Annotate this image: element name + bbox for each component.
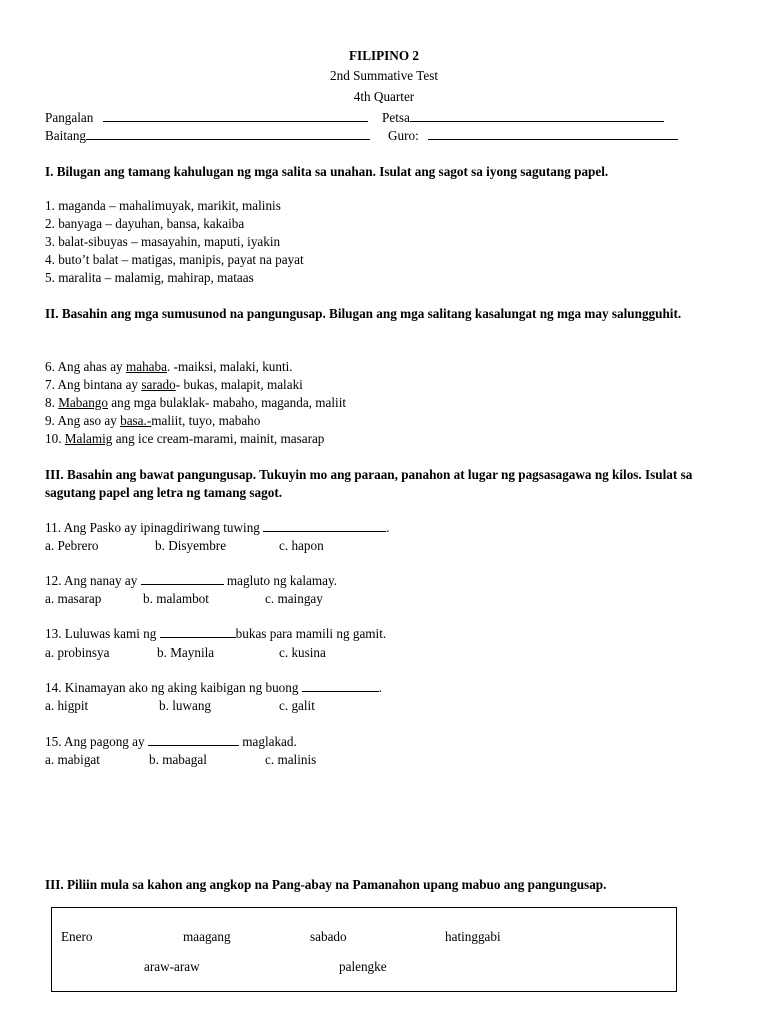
underlined-word: sarado bbox=[141, 377, 176, 392]
underlined-word: basa.- bbox=[120, 413, 152, 428]
teacher-blank[interactable] bbox=[428, 127, 678, 140]
subject-title: FILIPINO 2 bbox=[349, 48, 419, 63]
word-box-item: maagang bbox=[183, 929, 231, 944]
name-field bbox=[45, 109, 368, 127]
date-label: Petsa bbox=[382, 110, 410, 125]
question-15: 15. Ang pagong ay maglakad. bbox=[45, 734, 297, 749]
choice-a[interactable]: a. Pebrero bbox=[45, 538, 99, 553]
list-item: 10. Malamig ang ice cream-marami, mainit, masarap bbox=[45, 431, 325, 446]
question-14: 14. Kinamayan ako ng aking kaibigan ng buong . bbox=[45, 680, 383, 695]
choice-a[interactable]: a. probinsya bbox=[45, 645, 110, 660]
answer-blank[interactable] bbox=[263, 519, 386, 532]
list-item: 6. Ang ahas ay mahaba. -maiksi, malaki, kunti. bbox=[45, 359, 293, 374]
teacher-field bbox=[388, 127, 678, 145]
list-item: 8. Mabango ang mga bulaklak- mabaho, maganda, maliit bbox=[45, 395, 347, 410]
question-13: 13. Luluwas kami ng bukas para mamili ng gamit. bbox=[45, 626, 387, 641]
date-blank[interactable] bbox=[410, 109, 664, 122]
section-3-instruction: III. Basahin ang bawat pangungusap. Tukuyin mo ang paraan, panahon at lugar ng pagsasagawa ng kilos. Isulat sa sagutang papel ang letra ng tamang sagot. bbox=[45, 467, 693, 500]
name-label: Pangalan bbox=[45, 110, 94, 125]
choice-c[interactable]: c. galit bbox=[279, 698, 315, 713]
answer-blank[interactable] bbox=[141, 572, 224, 585]
list-item: 1. maganda – mahalimuyak, marikit, malinis bbox=[45, 198, 281, 213]
choice-a[interactable]: a. higpit bbox=[45, 698, 89, 713]
choice-b[interactable]: b. luwang bbox=[159, 698, 212, 713]
underlined-word: mahaba bbox=[125, 359, 167, 374]
section-4-instruction: III. Piliin mula sa kahon ang angkop na Pang-abay na Pamanahon upang mabuo ang pangungusap. bbox=[45, 877, 607, 892]
section-1-instruction: I. Bilugan ang tamang kahulugan ng mga salita sa unahan. Isulat ang sagot sa iyong sagutang papel. bbox=[45, 164, 609, 179]
answer-blank[interactable] bbox=[160, 625, 236, 638]
answer-blank[interactable] bbox=[148, 733, 239, 746]
underlined-word: Mabango bbox=[58, 395, 108, 410]
answer-blank[interactable] bbox=[302, 679, 379, 692]
list-item: 5. maralita – malamig, mahirap, mataas bbox=[45, 270, 254, 285]
list-item: 3. balat-sibuyas – masayahin, maputi, iyakin bbox=[45, 234, 281, 249]
date-field bbox=[382, 109, 664, 127]
grade-label: Baitang bbox=[45, 128, 87, 143]
choice-b[interactable]: b. mabagal bbox=[149, 752, 207, 767]
section-2-instruction: II. Basahin ang mga sumusunod na pangungusap. Bilugan ang mga salitang kasalungat ng mga may salungguhit. bbox=[45, 306, 682, 321]
quarter-title: 4th Quarter bbox=[353, 89, 415, 104]
question-11: 11. Ang Pasko ay ipinagdiriwang tuwing . bbox=[45, 520, 390, 535]
choice-a[interactable]: a. mabigat bbox=[45, 752, 100, 767]
list-item: 7. Ang bintana ay sarado- bukas, malapit, malaki bbox=[45, 377, 303, 392]
word-box-item: sabado bbox=[310, 929, 347, 944]
choice-a[interactable]: a. masarap bbox=[45, 591, 102, 606]
grade-blank[interactable] bbox=[86, 127, 370, 140]
name-blank[interactable] bbox=[103, 109, 368, 122]
teacher-label: Guro: bbox=[388, 128, 419, 143]
word-box-item: palengke bbox=[339, 959, 387, 974]
choice-b[interactable]: b. Disyembre bbox=[155, 538, 227, 553]
choice-c[interactable]: c. maingay bbox=[265, 591, 323, 606]
choice-c[interactable]: c. hapon bbox=[279, 538, 324, 553]
choice-b[interactable]: b. Maynila bbox=[157, 645, 215, 660]
word-box-item: hatinggabi bbox=[445, 929, 501, 944]
list-item: 2. banyaga – dayuhan, bansa, kakaiba bbox=[45, 216, 245, 231]
word-box-item: Enero bbox=[61, 929, 93, 944]
grade-field bbox=[45, 127, 370, 145]
test-title: 2nd Summative Test bbox=[330, 68, 438, 83]
word-box-item: araw-araw bbox=[144, 959, 200, 974]
list-item: 4. buto’t balat – matigas, manipis, payat na payat bbox=[45, 252, 304, 267]
choice-b[interactable]: b. malambot bbox=[143, 591, 209, 606]
choice-c[interactable]: c. malinis bbox=[265, 752, 317, 767]
question-12: 12. Ang nanay ay magluto ng kalamay. bbox=[45, 573, 338, 588]
word-box bbox=[51, 907, 677, 992]
list-item: 9. Ang aso ay basa.-maliit, tuyo, mabaho bbox=[45, 413, 261, 428]
underlined-word: Malamig bbox=[64, 431, 113, 446]
choice-c[interactable]: c. kusina bbox=[279, 645, 326, 660]
